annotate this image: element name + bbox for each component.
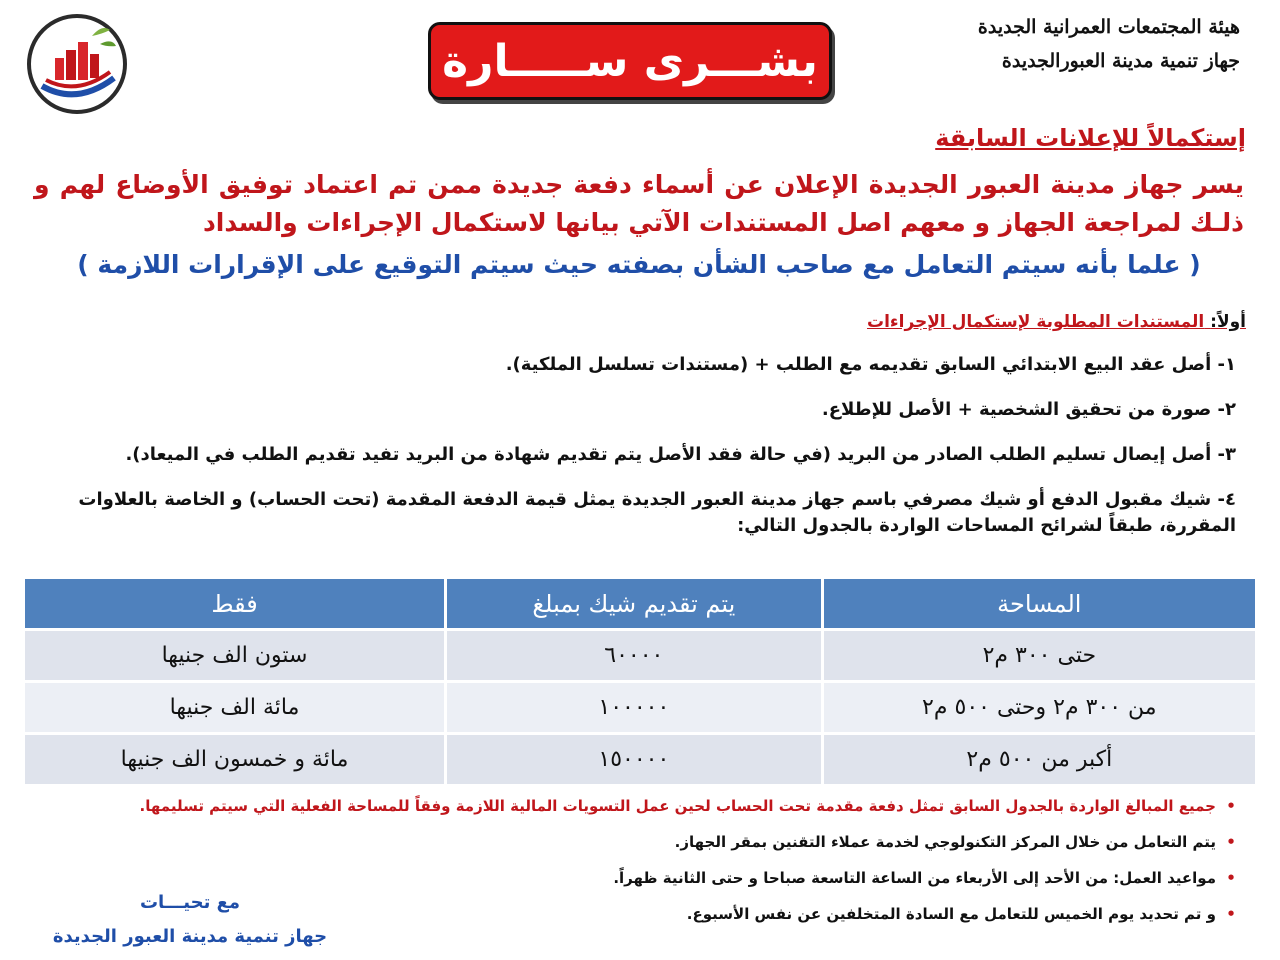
list-item (26, 868, 1246, 888)
org-header (920, 10, 1240, 78)
column-header-words: فقط (24, 578, 446, 630)
document-item: ٣- أصل إيصال تسليم الطلب الصادر من البريد (في حالة فقد الأصل يتم تقديم شهادة من البريد تفيد تقديم الطلب في الميعاد). (125, 444, 1236, 465)
fees-table (22, 576, 1258, 787)
city-logo-icon (22, 8, 132, 118)
note-item-text: و تم تحديد يوم الخميس للتعامل مع السادة المتخلفين عن نفس الأسبوع. (686, 905, 1216, 923)
document-item: ٤- شيك مقبول الدفع أو شيك مصرفي باسم جهاز مدينة العبور الجديدة يمثل قيمة الدفعة المقدمة (تحت الحساب) و الخاصة بالعلاوات المقررة، طبقاً لشرائح المساحات الواردة بالجدول التالي: (78, 489, 1236, 536)
intro-paragraph: يسر جهاز مدينة العبور الجديدة الإعلان عن أسماء دفعة جديدة ممن تم اعتماد توفيق الأوضاع لهم و ذلـك لمراجعة الجهاز و معهم اصل المستندات الآتي بيانها لاستكمال الإجراءات والسداد (34, 170, 1244, 237)
org-name: هيئة المجتمعات العمرانية الجديدة (977, 16, 1240, 38)
section-title: إستكمالاً للإعلانات السابقة (935, 124, 1246, 152)
required-documents-list (36, 352, 1236, 558)
bullet-icon: • (1226, 797, 1236, 815)
amount-words-cell: ستون الف جنيها (24, 630, 446, 682)
note-text: ( علما بأنه سيتم التعامل مع صاحب الشأن بصفته حيث سيتم التوقيع على الإقرارات اللازمة ) (77, 250, 1201, 279)
table-header-row (24, 578, 1257, 630)
amount-words-cell: مائة و خمسون الف جنيها (24, 734, 446, 786)
bullet-icon: • (1226, 833, 1236, 851)
list-item (26, 832, 1246, 852)
table-row (24, 682, 1257, 734)
good-news-banner: بشـــرى ســـــارة (428, 22, 832, 100)
amount-cell: ١٥٠٠٠٠ (446, 734, 823, 786)
area-cell: حتى ٣٠٠ م٢ (822, 630, 1256, 682)
amount-words-cell: مائة الف جنيها (24, 682, 446, 734)
column-header-amount: يتم تقديم شيك بمبلغ (446, 578, 823, 630)
table-row (24, 630, 1257, 682)
table-row (24, 734, 1257, 786)
agency-name: جهاز تنمية مدينة العبورالجديدة (1001, 50, 1240, 72)
docs-heading-label: المستندات المطلوبة لإستكمال الإجراءات (867, 312, 1205, 332)
column-header-area: المساحة (822, 578, 1256, 630)
amount-cell: ١٠٠٠٠٠ (446, 682, 823, 734)
note-item-text: يتم التعامل من خلال المركز التكنولوجي لخدمة عملاء التقنين بمقر الجهاز. (674, 833, 1216, 851)
document-item: ٢- صورة من تحقيق الشخصية + الأصل للإطلاع. (821, 399, 1236, 420)
bullet-icon: • (1226, 869, 1236, 887)
area-cell: من ٣٠٠ م٢ وحتى ٥٠٠ م٢ (822, 682, 1256, 734)
document-item: ١- أصل عقد البيع الابتدائي السابق تقديمه مع الطلب + (مستندات تسلسل الملكية). (505, 354, 1236, 375)
amount-cell: ٦٠٠٠٠ (446, 630, 823, 682)
list-item (26, 796, 1246, 816)
signatory: جهاز تنمية مدينة العبور الجديدة (52, 926, 328, 947)
area-cell: أكبر من ٥٠٠ م٢ (822, 734, 1256, 786)
signature-block (30, 886, 350, 954)
bullet-icon: • (1226, 905, 1236, 923)
greeting: مع تحيـــات (139, 892, 241, 913)
docs-heading-number: أولاً: (1210, 312, 1246, 332)
docs-heading (867, 312, 1246, 332)
note-item-text: جميع المبالغ الواردة بالجدول السابق تمثل دفعة مقدمة تحت الحساب لحين عمل التسويات المالية اللازمة وفقاً للمساحة الفعلية التي سيتم تسليمها. (139, 797, 1216, 815)
note-item-text: مواعيد العمل: من الأحد إلى الأربعاء من الساعة التاسعة صباحا و حتى الثانية ظهراً. (613, 869, 1216, 887)
